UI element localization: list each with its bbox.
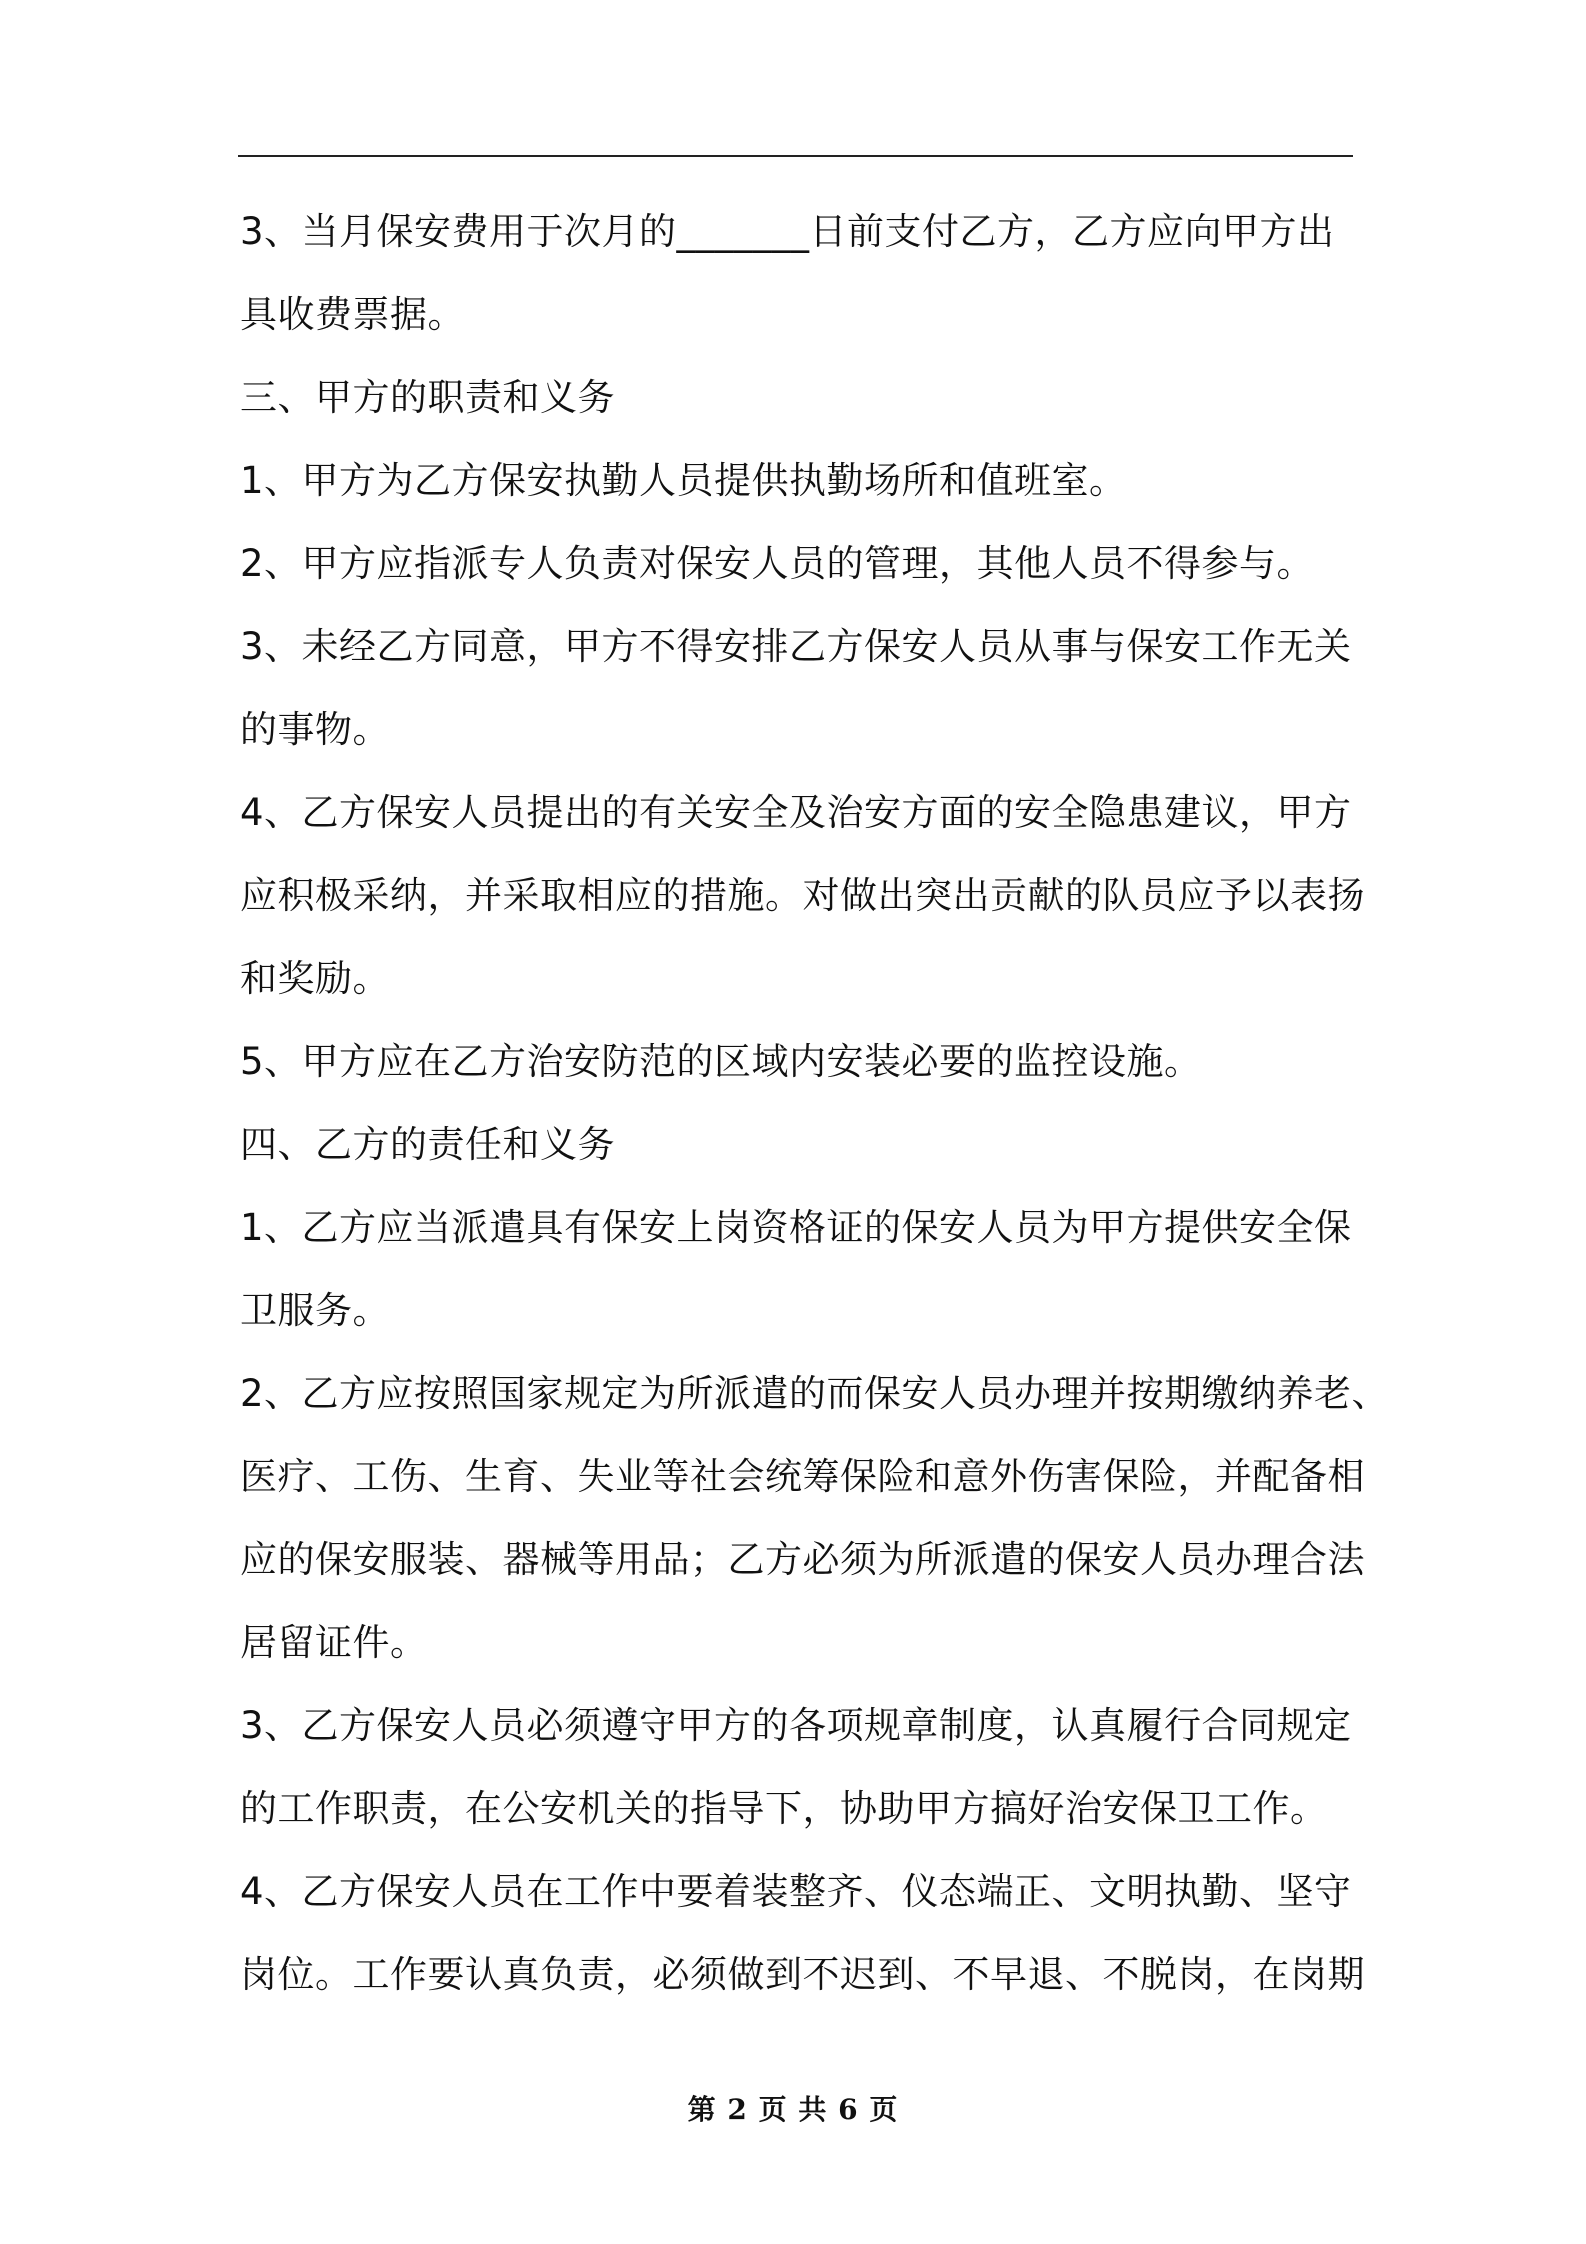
text-line: 4、乙方保安人员提出的有关安全及治安方面的安全隐患建议，甲方 [240, 791, 1352, 834]
section-heading: 四、乙方的责任和义务 [240, 1123, 615, 1166]
text-line: 5、甲方应在乙方治安防范的区域内安装必要的监控设施。 [240, 1040, 1202, 1083]
text-line: 的工作职责，在公安机关的指导下，协助甲方搞好治安保卫工作。 [240, 1787, 1328, 1830]
text-line: 3、未经乙方同意，甲方不得安排乙方保安人员从事与保安工作无关 [240, 625, 1352, 668]
document-body [240, 190, 1390, 2016]
text-line: 3、当月保安费用于次月的_______日前支付乙方，乙方应向甲方出 [240, 210, 1335, 253]
text-line: 4、乙方保安人员在工作中要着装整齐、仪态端正、文明执勤、坚守 [240, 1870, 1352, 1913]
text-line: 应积极采纳，并采取相应的措施。对做出突出贡献的队员应予以表扬 [240, 874, 1365, 917]
text-line: 2、乙方应按照国家规定为所派遣的而保安人员办理并按期缴纳养老、 [240, 1372, 1390, 1415]
text-line: 的事物。 [240, 708, 390, 751]
page-number-footer: 第 2 页 共 6 页 [687, 2093, 899, 2126]
text-line: 1、甲方为乙方保安执勤人员提供执勤场所和值班室。 [240, 459, 1127, 502]
text-line: 和奖励。 [240, 957, 390, 1000]
text-line: 具收费票据。 [240, 293, 465, 336]
section-heading: 三、甲方的职责和义务 [240, 376, 615, 419]
text-line: 3、乙方保安人员必须遵守甲方的各项规章制度，认真履行合同规定 [240, 1704, 1352, 1747]
text-line: 卫服务。 [240, 1289, 390, 1332]
text-line: 居留证件。 [240, 1621, 428, 1664]
text-line: 1、乙方应当派遣具有保安上岗资格证的保安人员为甲方提供安全保 [240, 1206, 1352, 1249]
text-line: 医疗、工伤、生育、失业等社会统筹保险和意外伤害保险，并配备相 [240, 1455, 1365, 1498]
text-line: 2、甲方应指派专人负责对保安人员的管理，其他人员不得参与。 [240, 542, 1315, 585]
header-rule [238, 155, 1353, 157]
text-line: 应的保安服装、器械等用品；乙方必须为所派遣的保安人员办理合法 [240, 1538, 1365, 1581]
text-line: 岗位。工作要认真负责，必须做到不迟到、不早退、不脱岗，在岗期 [240, 1953, 1365, 1996]
